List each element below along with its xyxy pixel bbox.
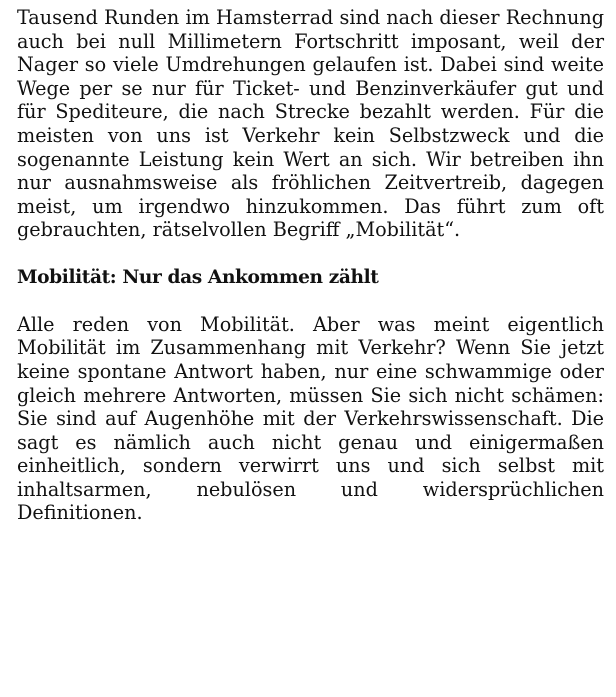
document-page [17,6,604,525]
paragraph-spacer [17,242,604,266]
section-heading: Mobilität: Nur das Ankommen zählt [17,266,379,288]
body-paragraph-2: Alle reden von Mobilität. Aber was meint eigentlich Mobilität im Zusammenhang mit Verkehr? Wenn Sie jetzt keine spontane Antwort haben, nur eine schwammige oder gleich mehrere Antworten, müssen Sie sich nicht schämen: Sie sind auf Augenhöhe mit der Verkehrswissenschaft. Die sagt es nämlich auch nicht genau und einigermaßen einheitlich, sondern verwirrt uns und sich selbst mit inhaltsarmen, nebulösen und widersprüchlichen Definitionen. [17,312,604,525]
paragraph-spacer [17,289,604,313]
body-paragraph-1: Tausend Runden im Hamsterrad sind nach dieser Rechnung auch bei null Millimetern Fortschritt imposant, weil der Nager so viele Umdrehungen gelaufen ist. Dabei sind weite Wege per se nur für Ticket- und Benzinverkäufer gut und für Spediteure, die nach Strecke bezahlt werden. Für die meisten von uns ist Verkehr kein Selbstzweck und die sogenannte Leistung kein Wert an sich. Wir betreiben ihn nur ausnahmsweise als fröhlichen Zeitvertreib, dagegen meist, um irgendwo hinzukommen. Das führt zum oft gebrauchten, rätselvollen Begriff „Mobilität“. [17,6,604,242]
